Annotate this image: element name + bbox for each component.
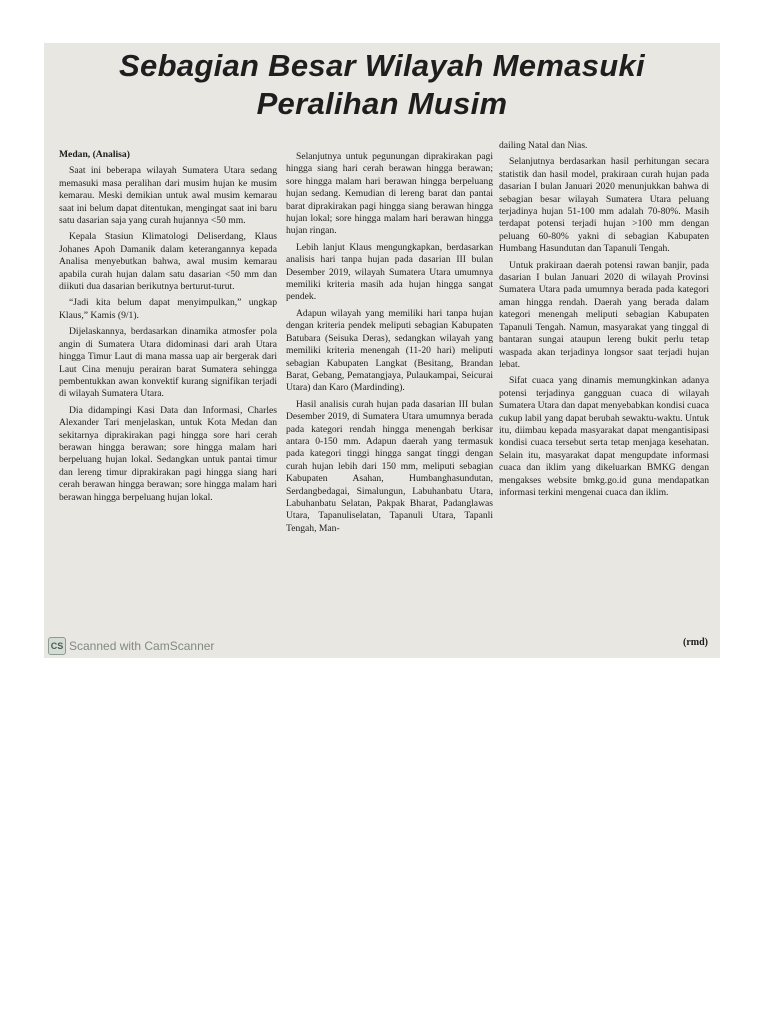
paragraph: Sifat cuaca yang dinamis memungkinkan adanya potensi terjadinya gangguan cuaca di wilayah Sumatera Utara dan dapat menyebabkan kondisi cuaca cukup labil yang dapat berubah sewaktu-waktu. Untuk itu, diimbau kepada masyarakat dapat mengantisipasi kondisi cuaca tersebut serta tetap menjaga kesehatan. Selain itu, masyarakat dapat mengupdate informasi cuaca dan iklim yang dikeluarkan BMKG dengan mengakses website bmkg.go.id guna mendapatkan informasi terkini mengenai cuaca dan iklim.	[499, 375, 709, 498]
paragraph: Untuk prakiraan daerah potensi rawan banjir, pada dasarian I bulan Januari 2020 di wilayah Provinsi Sumatera Utara pada umumnya berada pada kategori aman hingga rendah. Daerah yang berada dalam kategori menengah meliputi sebagian Kabupaten Tapanuli Tengah. Namun, masyarakat yang tinggal di bantaran sungai ataupun lereng bukit perlu tetap waspada akan terjadinya longsor saat terjadi hujan lebat.	[499, 259, 709, 370]
article-column-1	[59, 149, 277, 508]
paragraph: Kepala Stasiun Klimatologi Deliserdang, Klaus Johanes Apoh Damanik dalam keterangannya kepada Analisa menyebutkan bahwa, awal musim kemarau apabila curah hujan dalam satu dasarian <50 mm dan diikuti dua dasarian berikutnya berturut-turut.	[59, 231, 277, 293]
camscanner-watermark	[48, 637, 214, 655]
paragraph: Dia didampingi Kasi Data dan Informasi, Charles Alexander Tari menjelaskan, untuk Kota Medan dan sekitarnya diprakirakan pagi hingga sore hari cerah berawan hingga berawan; sore hingga malam hari berpeluang hujan lokal. Sedangkan untuk pantai timur dan lereng timur diprakirakan pagi hingga siang hari cerah berawan hingga berawan; sore hingga malam hari berawan hingga berpeluang hujan lokal.	[59, 404, 277, 503]
article-column-2	[286, 151, 493, 539]
article-headline	[44, 47, 720, 123]
paragraph: Saat ini beberapa wilayah Sumatera Utara sedang memasuki masa peralihan dari musim hujan ke musim kemarau. Meski demikian untuk awal musim kemarau saat ini belum dapat ditentukan, mengingat saat ini baru satu dasarian saja yang curah hujannya <50 mm.	[59, 165, 277, 227]
paragraph: Dijelaskannya, berdasarkan dinamika atmosfer pola angin di Sumatera Utara didominasi dari arah Utara hingga Timur Laut di mana massa uap air bergerak dari Laut Cina menuju perairan barat Sumatera sehingga pembentukkan awan konvektif kurang signifikan terjadi di wilayah Sumatera Utara.	[59, 326, 277, 400]
paragraph: Selanjutnya berdasarkan hasil perhitungan secara statistik dan hasil model, prakiraan curah hujan pada dasarian I bulan Januari 2020 menunjukkan bahwa di sebagian besar wilayah Sumatera Utara peluang terjadinya hujan 51-100 mm adalah 70-80%. Masih terdapat potensi terjadi hujan >100 mm dengan peluang 60-80% yakni di sebagian Kabupaten Humbang Hasundutan dan Tapanuli Tengah.	[499, 156, 709, 255]
paragraph: Hasil analisis curah hujan pada dasarian III bulan Desember 2019, di Sumatera Utara umumnya berada pada kategori rendah hingga menengah berkisar antara 0-150 mm. Adapun daerah yang termasuk pada kategori tinggi hingga sangat tinggi dengan curah hujan lebih dari 150 mm, meliputi sebagian Kabupaten Asahan, Humbanghasundutan, Serdangbedagai, Simalungun, Labuhanbatu Utara, Labuhanbatu Selatan, Pakpak Bharat, Padanglawas Utara, Tapanuliselatan, Tapanuli Utara, Tapanli Tengah, Man-	[286, 398, 493, 534]
paragraph: Adapun wilayah yang memiliki hari tanpa hujan dengan kriteria pendek meliputi sebagian Kabupaten Batubara (Seisuka Deras), sedangkan wilayah yang memiliki kriteria menengah (11-20 hari) meliputi sebagian Kabupaten Langkat (Besitang, Brandan Barat, Gebang, Pematangjaya, Pulaukampai, Seicurai Utara) dan Karo (Mardinding).	[286, 307, 493, 394]
paragraph: dailing Natal dan Nias.	[499, 140, 588, 151]
article-column-3	[499, 140, 709, 503]
headline-line-2: Peralihan Musim	[256, 86, 508, 121]
paragraph: Selanjutnya untuk pegunungan diprakirakan pagi hingga siang hari cerah berawan hingga berawan; sore hingga malam hari berawan hingga berpeluang hujan sedang. Kemudian di lereng barat dan pantai barat diprakirakan pagi hingga siang berawan hingga hujan lokal; sore hingga malam hari berawan hingga hujan ringan.	[286, 151, 493, 237]
byline: Medan, (Analisa)	[59, 149, 130, 160]
paragraph	[59, 149, 277, 161]
paragraph: Lebih lanjut Klaus mengungkapkan, berdasarkan analisis hari tanpa hujan pada dasarian III bulan Desember 2019, wilayah Sumatera Utara umumnya memiliki kriteria masih ada hujan hingga sangat pendek.	[286, 241, 493, 303]
author-signoff: (rmd)	[683, 637, 708, 648]
camscanner-logo-icon: CS	[48, 637, 66, 655]
paragraph: “Jadi kita belum dapat menyimpulkan,” ungkap Klaus,” Kamis (9/1).	[59, 297, 277, 321]
watermark-text: Scanned with CamScanner	[69, 639, 215, 653]
newspaper-clipping	[44, 43, 720, 658]
headline-line-1: Sebagian Besar Wilayah Memasuki	[119, 48, 645, 83]
